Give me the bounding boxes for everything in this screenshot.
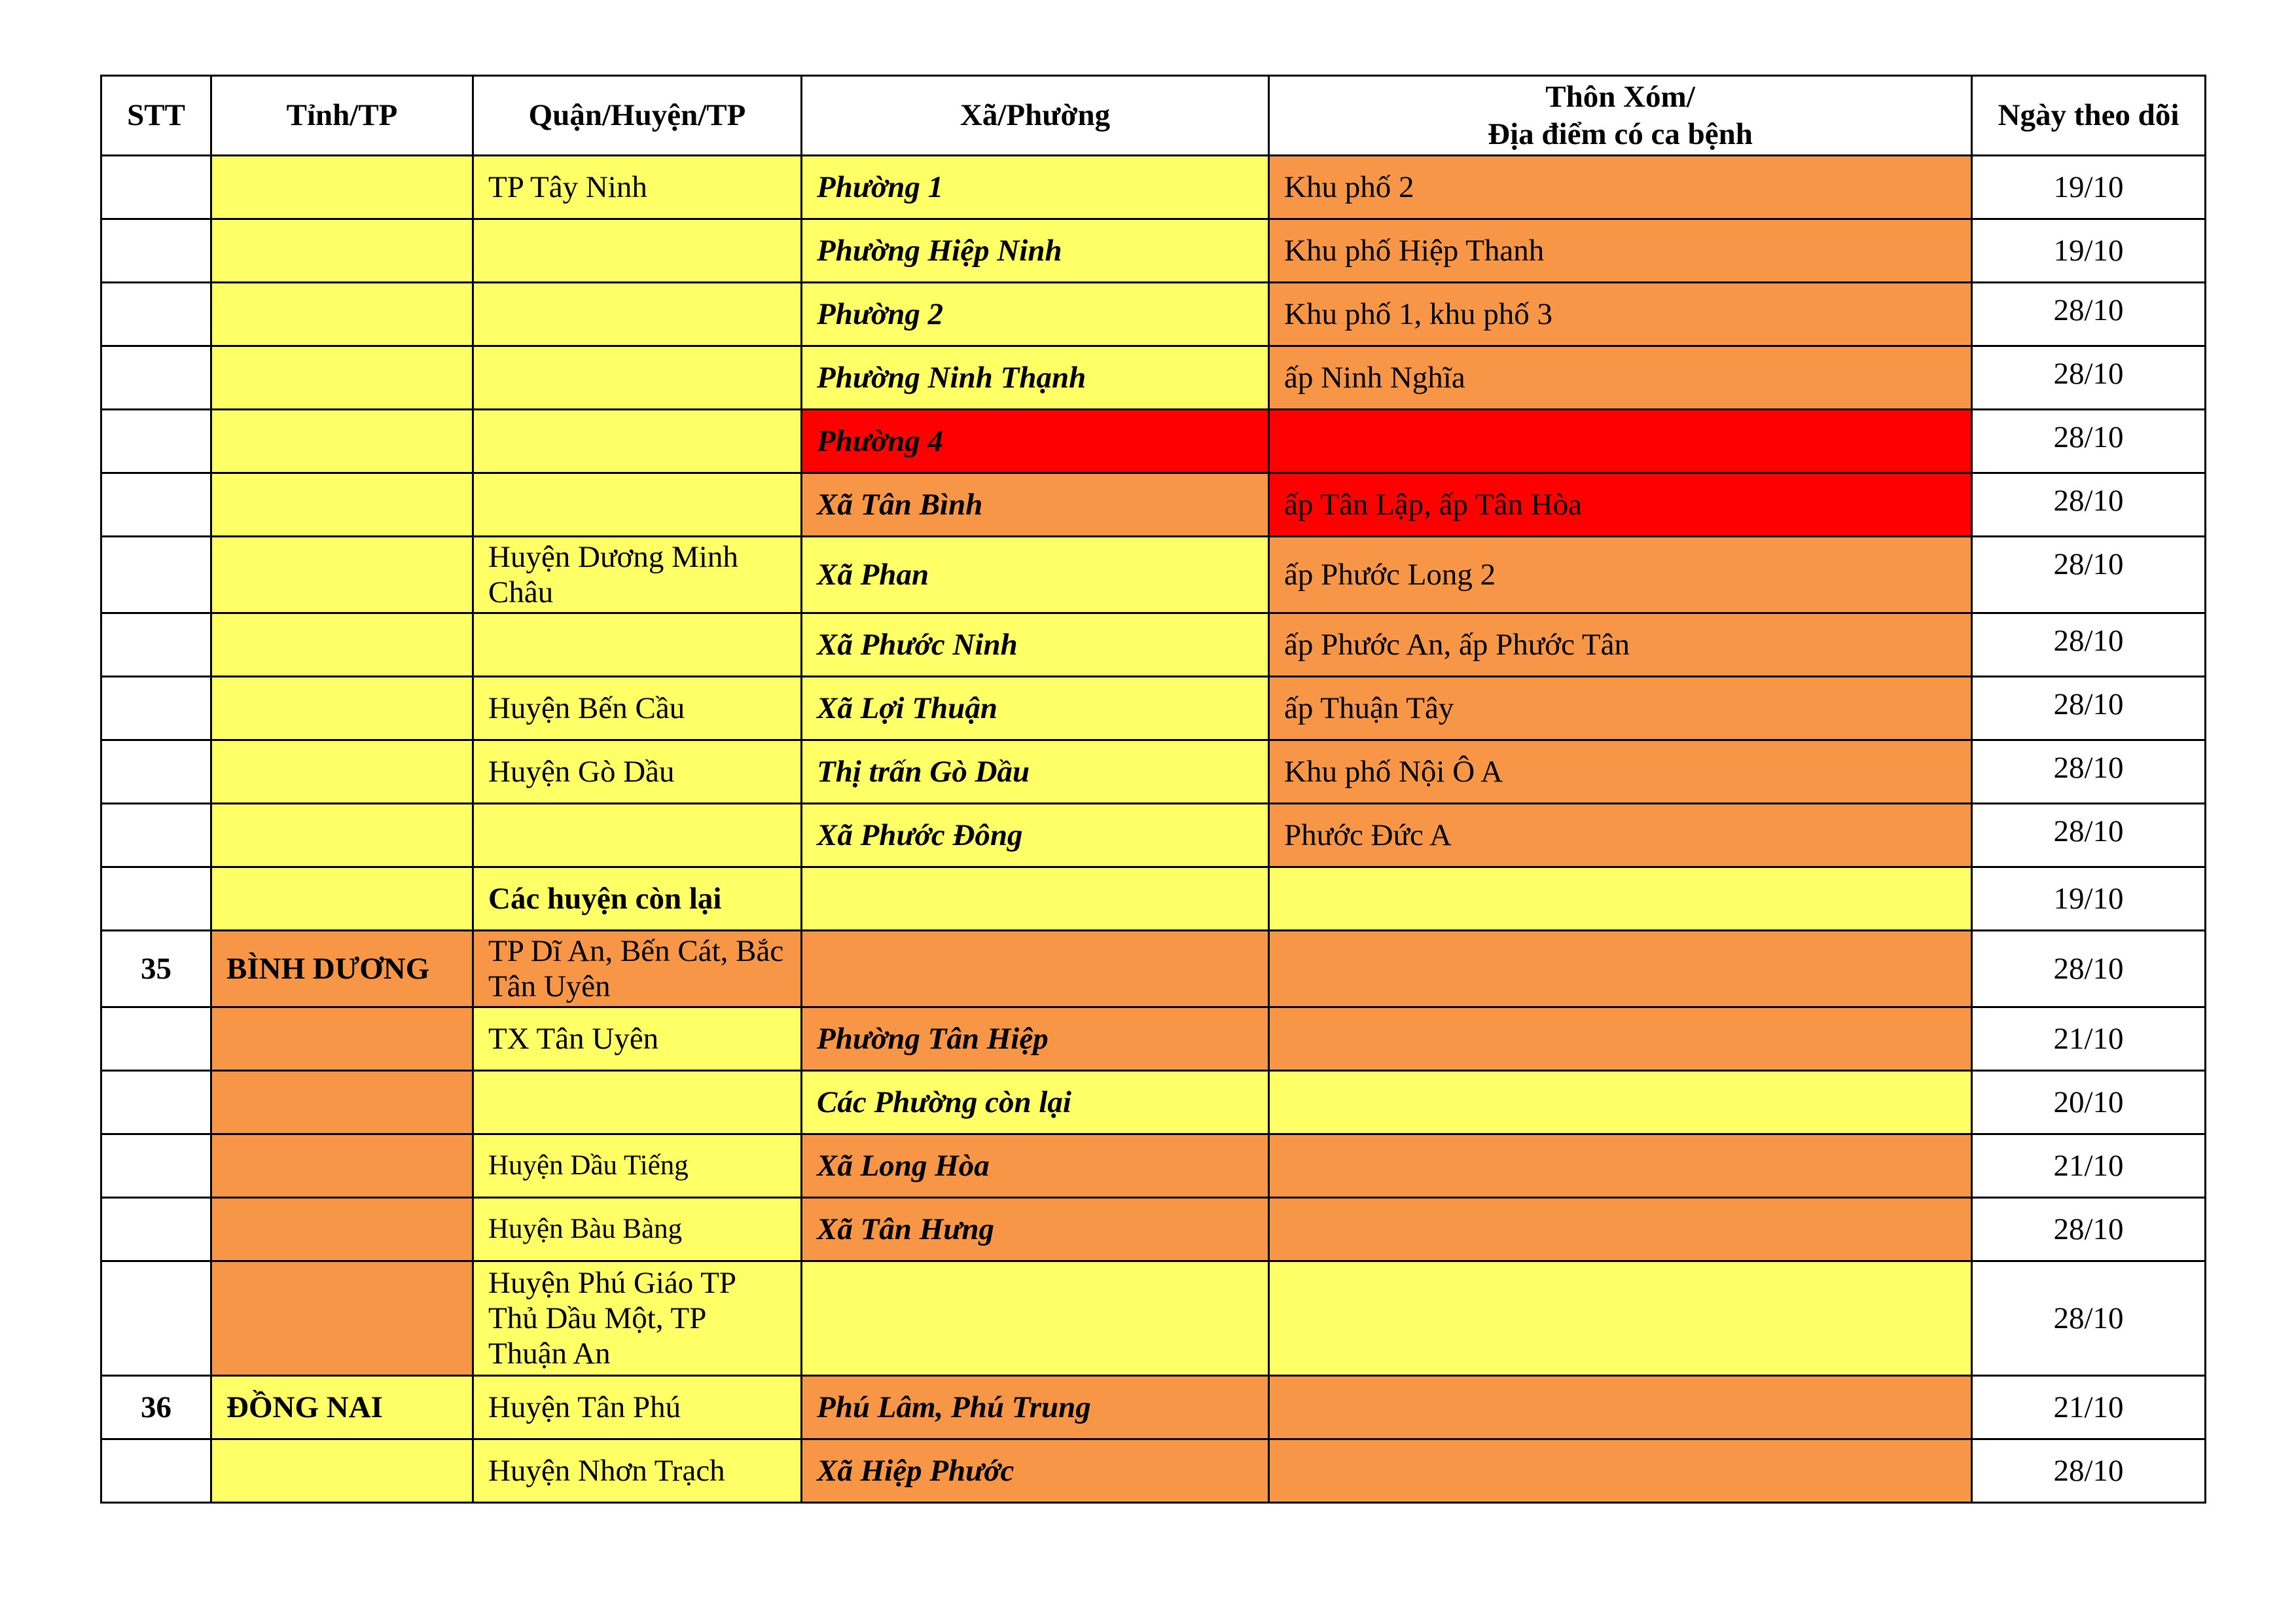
cell-date: 28/10 (1972, 740, 2206, 804)
cell-date: 19/10 (1972, 867, 2206, 931)
cell-date: 19/10 (1972, 219, 2206, 283)
cell-location: ấp Ninh Nghĩa (1269, 346, 1972, 410)
table-row (101, 410, 2206, 473)
tracking-table (100, 75, 2206, 1504)
cell-district: Huyện Dầu Tiếng (473, 1134, 802, 1198)
table-row (101, 219, 2206, 283)
table-row (101, 1261, 2206, 1376)
header-location-line2: Địa điểm có ca bệnh (1488, 117, 1753, 151)
cell-location (1269, 867, 1972, 931)
cell-location (1269, 1007, 1972, 1071)
cell-district: Huyện Nhơn Trạch (473, 1439, 802, 1503)
cell-date: 28/10 (1972, 931, 2206, 1007)
cell-ward: Xã Long Hòa (802, 1134, 1269, 1198)
cell-location: Phước Đức A (1269, 804, 1972, 867)
cell-stt (101, 283, 211, 346)
cell-province (211, 346, 473, 410)
cell-stt (101, 1007, 211, 1071)
cell-location: Khu phố 1, khu phố 3 (1269, 283, 1972, 346)
cell-district (473, 283, 802, 346)
cell-stt: 35 (101, 931, 211, 1007)
cell-date: 28/10 (1972, 537, 2206, 613)
cell-ward: Xã Phước Đông (802, 804, 1269, 867)
cell-location: Khu phố Nội Ô A (1269, 740, 1972, 804)
header-ward: Xã/Phường (802, 76, 1269, 156)
table-row (101, 1198, 2206, 1261)
cell-location (1269, 1134, 1972, 1198)
header-location-line1: Thôn Xóm/ (1545, 80, 1695, 115)
cell-date: 28/10 (1972, 1439, 2206, 1503)
cell-date: 28/10 (1972, 283, 2206, 346)
cell-date: 21/10 (1972, 1376, 2206, 1439)
cell-district (473, 1071, 802, 1134)
cell-stt (101, 219, 211, 283)
cell-stt (101, 156, 211, 219)
cell-province (211, 1261, 473, 1376)
cell-ward: Xã Tân Hưng (802, 1198, 1269, 1261)
cell-stt (101, 804, 211, 867)
cell-district: TP Tây Ninh (473, 156, 802, 219)
table-row (101, 1134, 2206, 1198)
header-district: Quận/Huyện/TP (473, 76, 802, 156)
cell-district (473, 410, 802, 473)
cell-stt (101, 1071, 211, 1134)
cell-location (1269, 931, 1972, 1007)
cell-stt (101, 613, 211, 677)
cell-ward: Phường Tân Hiệp (802, 1007, 1269, 1071)
table-row (101, 346, 2206, 410)
table-row (101, 931, 2206, 1007)
cell-stt (101, 677, 211, 740)
cell-stt (101, 1261, 211, 1376)
cell-location (1269, 1261, 1972, 1376)
table-row (101, 1071, 2206, 1134)
cell-date: 21/10 (1972, 1007, 2206, 1071)
cell-ward: Phường Hiệp Ninh (802, 219, 1269, 283)
cell-stt (101, 1439, 211, 1503)
cell-ward: Phường Ninh Thạnh (802, 346, 1269, 410)
cell-date: 28/10 (1972, 1261, 2206, 1376)
cell-ward: Phú Lâm, Phú Trung (802, 1376, 1269, 1439)
cell-stt (101, 473, 211, 537)
cell-ward (802, 931, 1269, 1007)
cell-stt: 36 (101, 1376, 211, 1439)
cell-ward: Xã Phước Ninh (802, 613, 1269, 677)
table-row (101, 1007, 2206, 1071)
cell-ward (802, 867, 1269, 931)
cell-date: 28/10 (1972, 1198, 2206, 1261)
cell-province (211, 613, 473, 677)
cell-location: Khu phố 2 (1269, 156, 1972, 219)
cell-district: Huyện Phú Giáo TP Thủ Dầu Một, TP Thuận An (473, 1261, 802, 1376)
cell-date: 20/10 (1972, 1071, 2206, 1134)
cell-province (211, 677, 473, 740)
cell-province: ĐỒNG NAI (211, 1376, 473, 1439)
cell-ward: Xã Phan (802, 537, 1269, 613)
cell-date: 28/10 (1972, 410, 2206, 473)
cell-stt (101, 1198, 211, 1261)
cell-location (1269, 1439, 1972, 1503)
cell-province: BÌNH DƯƠNG (211, 931, 473, 1007)
cell-province (211, 1071, 473, 1134)
cell-province (211, 740, 473, 804)
cell-location: ấp Phước Long 2 (1269, 537, 1972, 613)
cell-stt (101, 410, 211, 473)
cell-district (473, 804, 802, 867)
table-row (101, 537, 2206, 613)
cell-location: Khu phố Hiệp Thanh (1269, 219, 1972, 283)
cell-district: TX Tân Uyên (473, 1007, 802, 1071)
cell-ward (802, 1261, 1269, 1376)
cell-ward: Phường 2 (802, 283, 1269, 346)
table-row (101, 677, 2206, 740)
cell-stt (101, 1134, 211, 1198)
cell-ward: Thị trấn Gò Dầu (802, 740, 1269, 804)
cell-province (211, 1439, 473, 1503)
header-province: Tỉnh/TP (211, 76, 473, 156)
cell-province (211, 156, 473, 219)
cell-province (211, 1007, 473, 1071)
cell-district (473, 613, 802, 677)
table-row (101, 867, 2206, 931)
header-stt: STT (101, 76, 211, 156)
cell-province (211, 804, 473, 867)
cell-location: ấp Thuận Tây (1269, 677, 1972, 740)
header-date: Ngày theo dõi (1972, 76, 2206, 156)
cell-location (1269, 1071, 1972, 1134)
cell-stt (101, 867, 211, 931)
cell-date: 28/10 (1972, 613, 2206, 677)
cell-location (1269, 1198, 1972, 1261)
cell-location: ấp Phước An, ấp Phước Tân (1269, 613, 1972, 677)
cell-location (1269, 1376, 1972, 1439)
cell-ward: Phường 4 (802, 410, 1269, 473)
table-row (101, 613, 2206, 677)
cell-district (473, 473, 802, 537)
table-row (101, 473, 2206, 537)
cell-district: TP Dĩ An, Bến Cát, Bắc Tân Uyên (473, 931, 802, 1007)
cell-district: Huyện Gò Dầu (473, 740, 802, 804)
cell-date: 28/10 (1972, 677, 2206, 740)
cell-ward: Phường 1 (802, 156, 1269, 219)
cell-province (211, 219, 473, 283)
cell-stt (101, 346, 211, 410)
table-row (101, 283, 2206, 346)
cell-district: Huyện Bàu Bàng (473, 1198, 802, 1261)
cell-province (211, 537, 473, 613)
table-row (101, 1439, 2206, 1503)
cell-date: 28/10 (1972, 473, 2206, 537)
table-body (101, 156, 2206, 1503)
cell-district: Huyện Tân Phú (473, 1376, 802, 1439)
header-row (101, 76, 2206, 156)
table-row (101, 740, 2206, 804)
cell-ward: Xã Tân Bình (802, 473, 1269, 537)
cell-ward: Xã Hiệp Phước (802, 1439, 1269, 1503)
cell-ward: Xã Lợi Thuận (802, 677, 1269, 740)
table-row (101, 1376, 2206, 1439)
cell-district (473, 346, 802, 410)
cell-district: Huyện Bến Cầu (473, 677, 802, 740)
cell-stt (101, 537, 211, 613)
cell-province (211, 410, 473, 473)
table-row (101, 804, 2206, 867)
cell-location: ấp Tân Lập, ấp Tân Hòa (1269, 473, 1972, 537)
table-row (101, 156, 2206, 219)
cell-location (1269, 410, 1972, 473)
cell-ward: Các Phường còn lại (802, 1071, 1269, 1134)
cell-district (473, 219, 802, 283)
cell-province (211, 867, 473, 931)
cell-stt (101, 740, 211, 804)
cell-date: 28/10 (1972, 804, 2206, 867)
cell-date: 28/10 (1972, 346, 2206, 410)
cell-province (211, 283, 473, 346)
cell-district: Huyện Dương Minh Châu (473, 537, 802, 613)
header-location (1269, 76, 1972, 156)
cell-province (211, 1134, 473, 1198)
cell-district: Các huyện còn lại (473, 867, 802, 931)
cell-province (211, 1198, 473, 1261)
cell-date: 21/10 (1972, 1134, 2206, 1198)
cell-date: 19/10 (1972, 156, 2206, 219)
cell-province (211, 473, 473, 537)
